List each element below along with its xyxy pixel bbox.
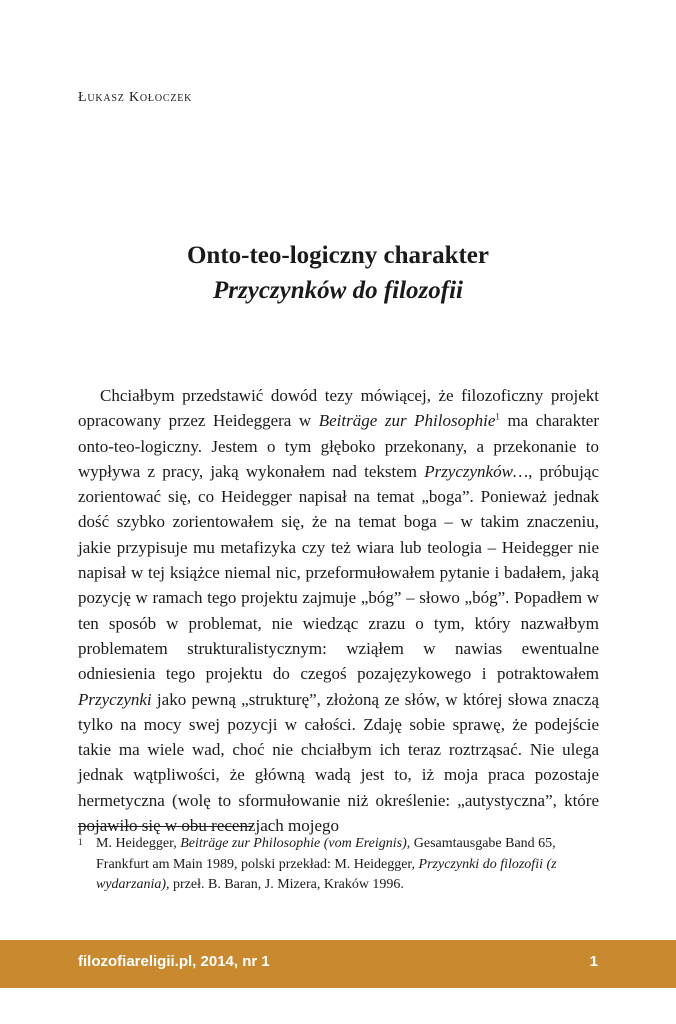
footnote [78,834,599,896]
page-footer-bar [0,940,676,988]
body-italic-title: Przyczynków… [424,461,529,481]
body-italic-title: Przyczynki [78,689,152,709]
title-line-1: Onto-teo-logiczny charakter [186,242,489,269]
title-line-2: Przyczynków do filozofii [213,277,463,304]
author-name: Łukasz Kołoczek [78,90,193,105]
journal-citation: filozofiareligii.pl, 2014, nr 1 [78,953,270,970]
body-text-segment: jako pewną „strukturę”, złożoną ze słów, w której słowa znaczą tylko na mocy swej pozycji w całości. Zdaję sobie sprawę, że podejście takie ma wiele wad, choć nie chciałbym ich teraz roztrząsać. Nie ulega jednak wątpliwości, że główną wadą jest to, iż moja praca pozostaje hermetyczna (wolę to sformułowanie niż określenie: „autystyczna”, które pojawiło się w obu recenzjach mojego [78,689,599,836]
article-title [0,238,676,308]
body-text-segment: , próbując zorientować się, co Heidegger napisał na temat „boga”. Ponieważ jednak dość szybko zorientowałem się, że na temat boga – w takim znaczeniu, jakie przypisuje mu metafizyka czy też wiara lub teologia – Heidegger nie napisał w tej książce niemal nic, przeformułowałem pytanie i badałem, jaką pozycję w ramach tego projektu zajmuje „bóg” – słowo „bóg”. Popadłem w ten sposób w problemat, nie wiedząc zrazu o tym, który nazwałbym problematem strukturalistycznym: wziąłem w nawias ewentualne odniesienia tego projektu do czegoś pozajęzykowego i potraktowałem [78,461,599,684]
footnote-divider [78,826,253,827]
page-number: 1 [589,953,598,970]
body-text-segment: ma charakter onto-teo-logiczny. Jestem o tym głęboko przekonany, a przekonanie to wypływa z pracy, jaką wykonałem nad tekstem [78,411,599,481]
body-paragraph [78,383,599,838]
footnote-reference[interactable]: 1 [495,411,500,422]
footnote-number: 1 [78,837,83,847]
body-text-segment: Chciałbym przedstawić dowód tezy mówiącej, że filozoficzny projekt opracowany przez Heideggera w [78,386,599,431]
body-italic-title: Beiträge zur Philosophie [318,411,496,431]
footnote-text: M. Heidegger, Beiträge zur Philosophie (vom Ereignis), Gesamtausgabe Band 65, Frankfurt am Main 1989, polski przekład: M. Heidegger, Przyczynki do filozofii (z wydarzania), przeł. B. Baran, J. Mizera, Kraków 1996. [96,836,557,892]
